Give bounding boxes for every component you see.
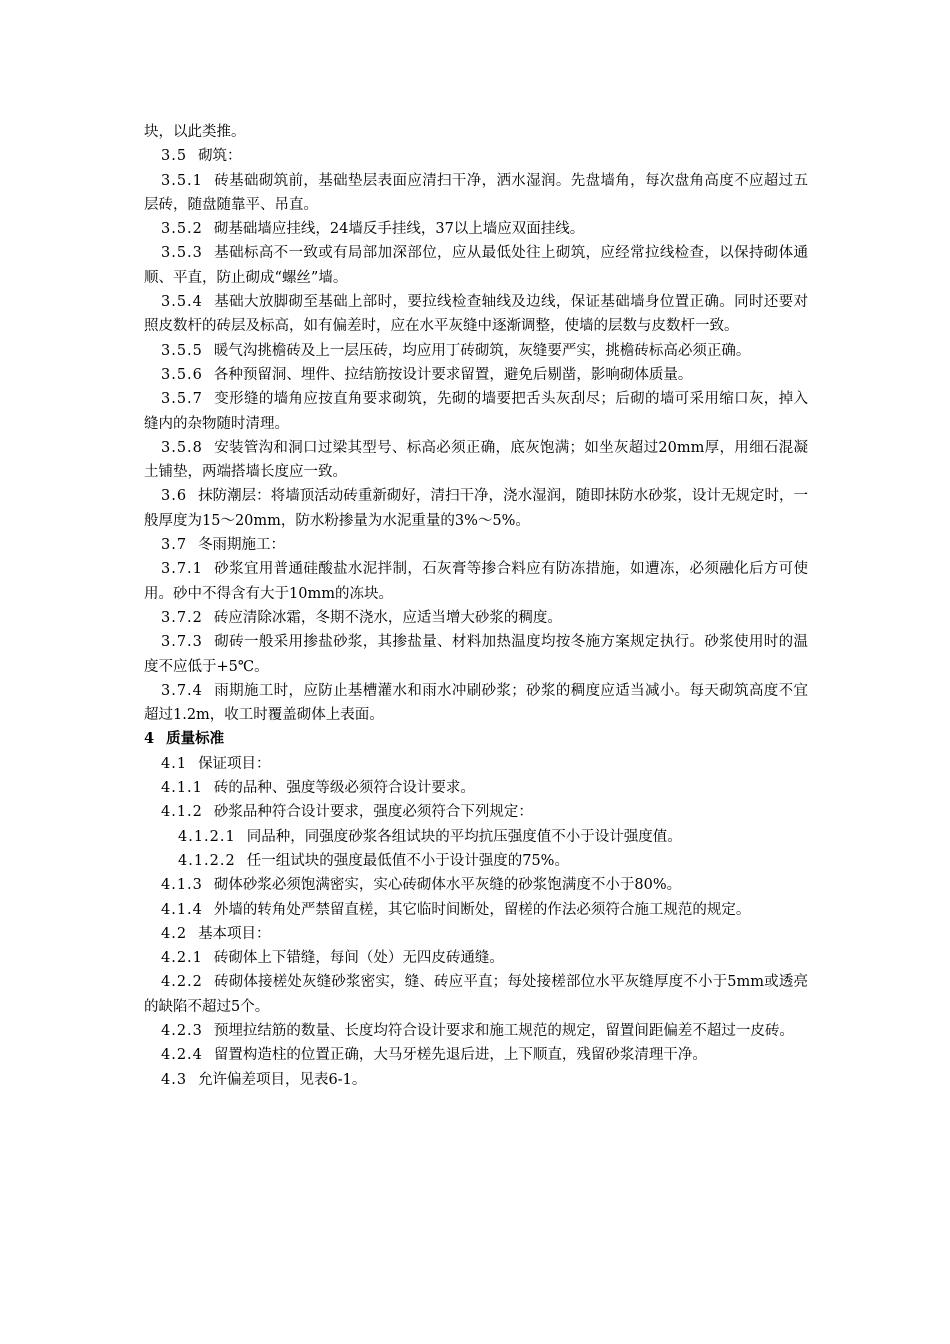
paragraph	[144, 776, 808, 800]
paragraph-text: 砌体砂浆必须饱满密实，实心砖砌体水平灰缝的砂浆饱满度不小于80%。	[213, 877, 682, 894]
section-number: 4.2.3	[161, 1022, 203, 1039]
paragraph	[144, 484, 808, 533]
paragraph	[144, 387, 808, 436]
paragraph	[144, 1019, 808, 1043]
paragraph-text: 砌砖一般采用掺盐砂浆，其掺盐量、材料加热温度均按冬施方案规定执行。砂浆使用时的温度不应低于+5℃。	[144, 634, 808, 675]
paragraph-text: 砖基础砌筑前，基础垫层表面应清扫干净，洒水湿润。先盘墙角，每次盘角高度不应超过五层砖，随盘随靠平、吊直。	[144, 172, 808, 213]
paragraph-text: 暖气沟挑檐砖及上一层压砖，均应用丁砖砌筑，灰缝要严实，挑檐砖标高必须正确。	[213, 342, 751, 359]
section-number: 3.5.4	[161, 294, 203, 311]
section-number: 4.2.1	[161, 950, 203, 967]
section-number: 4	[144, 730, 156, 748]
section-number: 3.7.4	[161, 682, 203, 699]
section-number: 3.6	[161, 488, 188, 505]
section-number: 3.5.1	[161, 172, 203, 189]
section-number: 3.5.3	[161, 245, 203, 262]
paragraph-text: 砖应清除冰霜，冬期不浇水，应适当增大砂浆的稠度。	[213, 609, 562, 626]
section-number: 4.2.2	[161, 974, 203, 991]
section-number: 4.1.2	[161, 804, 203, 821]
paragraph	[144, 290, 808, 339]
paragraph-text: 雨期施工时，应防止基槽灌水和雨水冲刷砂浆；砂浆的稠度应适当减小。每天砌筑高度不宜超过1.2m，收工时覆盖砌体上表面。	[144, 682, 808, 724]
paragraph	[144, 1043, 808, 1067]
section-number: 3.7.1	[161, 561, 203, 578]
paragraph	[144, 630, 808, 679]
paragraph-text: 抹防潮层：将墙顶活动砖重新砌好，清扫干净，浇水湿润，随即抹防水砂浆，设计无规定时，一般厚度为15～20mm，防水粉掺量为水泥重量的3%～5%。	[144, 488, 808, 529]
section-number: 3.5.7	[161, 391, 203, 408]
paragraph-text: 砖砌体上下错缝，每间（处）无四皮砖通缝。	[213, 950, 504, 967]
paragraph-text: 砂浆宜用普通硅酸盐水泥拌制，石灰膏等掺合料应有防冻措施，如遭冻，必须融化后方可使用。砂中不得含有大于10mm的冻块。	[144, 561, 808, 602]
paragraph	[144, 922, 808, 946]
paragraph	[144, 849, 808, 873]
paragraph	[144, 169, 808, 218]
paragraph	[144, 752, 808, 776]
paragraph-text: 基础标高不一致或有局部加深部位，应从最低处往上砌筑，应经常拉线检查，以保持砌体通顺、平直，防止砌成“螺丝”墙。	[144, 245, 808, 286]
paragraph	[144, 679, 808, 728]
body-text	[144, 120, 808, 1092]
paragraph	[144, 241, 808, 290]
paragraph	[144, 533, 808, 557]
paragraph-text: 基本项目：	[198, 925, 271, 942]
paragraph-text: 质量标准	[166, 730, 225, 748]
paragraph	[144, 363, 808, 387]
paragraph-text: 外墙的转角处严禁留直槎，其它临时间断处，留槎的作法必须符合施工规范的规定。	[213, 901, 751, 918]
paragraph	[144, 144, 808, 168]
section-number: 4.1.2.2	[178, 852, 236, 869]
paragraph	[144, 120, 808, 144]
paragraph	[144, 727, 808, 751]
paragraph	[144, 606, 808, 630]
section-number: 4.1.1	[161, 780, 203, 797]
paragraph-text: 变形缝的墙角应按直角要求砌筑，先砌的墙要把舌头灰刮尽；后砌的墙可采用缩口灰，掉入缝内的杂物随时清理。	[144, 391, 808, 432]
paragraph-text: 块，以此类推。	[144, 124, 246, 140]
paragraph-text: 预埋拉结筋的数量、长度均符合设计要求和施工规范的规定，留置间距偏差不超过一皮砖。	[213, 1022, 794, 1039]
paragraph-text: 保证项目：	[198, 755, 271, 772]
section-number: 4.1.3	[161, 877, 203, 894]
paragraph-text: 安装管沟和洞口过梁其型号、标高必须正确，底灰饱满；如坐灰超过20mm厚，用细石混凝土铺垫，两端搭墙长度应一致。	[144, 439, 808, 481]
paragraph-text: 允许偏差项目，见表6-1。	[198, 1071, 367, 1088]
section-number: 4.2	[161, 925, 188, 942]
paragraph	[144, 970, 808, 1019]
section-number: 3.7	[161, 537, 188, 554]
paragraph	[144, 217, 808, 241]
paragraph-text: 砖砌体接槎处灰缝砂浆密实，缝、砖应平直；每处接槎部位水平灰缝厚度不小于5mm或透亮的缺陷不超过5个。	[144, 974, 808, 1015]
paragraph	[144, 557, 808, 606]
section-number: 3.7.2	[161, 609, 203, 626]
section-number: 4.1	[161, 755, 188, 772]
section-number: 3.5	[161, 148, 188, 165]
paragraph-text: 砂浆品种符合设计要求，强度必须符合下列规定：	[213, 804, 533, 821]
paragraph-text: 任一组试块的强度最低值不小于设计强度的75%。	[246, 852, 569, 869]
section-number: 3.5.2	[161, 221, 203, 238]
section-number: 4.1.4	[161, 901, 203, 918]
paragraph	[144, 898, 808, 922]
paragraph	[144, 339, 808, 363]
paragraph	[144, 800, 808, 824]
section-number: 3.5.8	[161, 439, 203, 456]
paragraph-text: 各种预留洞、埋件、拉结筋按设计要求留置，避免后剔凿，影响砌体质量。	[213, 366, 693, 383]
paragraph-text: 砖的品种、强度等级必须符合设计要求。	[213, 780, 475, 797]
paragraph-text: 冬雨期施工：	[198, 537, 286, 554]
section-number: 3.5.6	[161, 366, 203, 383]
section-number: 4.3	[161, 1071, 188, 1088]
paragraph	[144, 825, 808, 849]
paragraph	[144, 1068, 808, 1092]
section-number: 4.1.2.1	[178, 828, 236, 845]
paragraph-text: 砌基础墙应挂线，24墙反手挂线，37以上墙应双面挂线。	[213, 221, 585, 238]
paragraph-text: 砌筑：	[198, 148, 242, 165]
paragraph-text: 留置构造柱的位置正确，大马牙槎先退后进，上下顺直，残留砂浆清理干净。	[213, 1047, 707, 1064]
section-number: 3.7.3	[161, 634, 203, 651]
paragraph-text: 基础大放脚砌至基础上部时，要拉线检查轴线及边线，保证基础墙身位置正确。同时还要对照皮数杆的砖层及标高，如有偏差时，应在水平灰缝中逐渐调整，使墙的层数与皮数杆一致。	[144, 294, 808, 335]
paragraph-text: 同品种，同强度砂浆各组试块的平均抗压强度值不小于设计强度值。	[246, 828, 682, 845]
paragraph	[144, 873, 808, 897]
paragraph	[144, 946, 808, 970]
paragraph	[144, 436, 808, 485]
section-number: 3.5.5	[161, 342, 203, 359]
section-number: 4.2.4	[161, 1047, 203, 1064]
